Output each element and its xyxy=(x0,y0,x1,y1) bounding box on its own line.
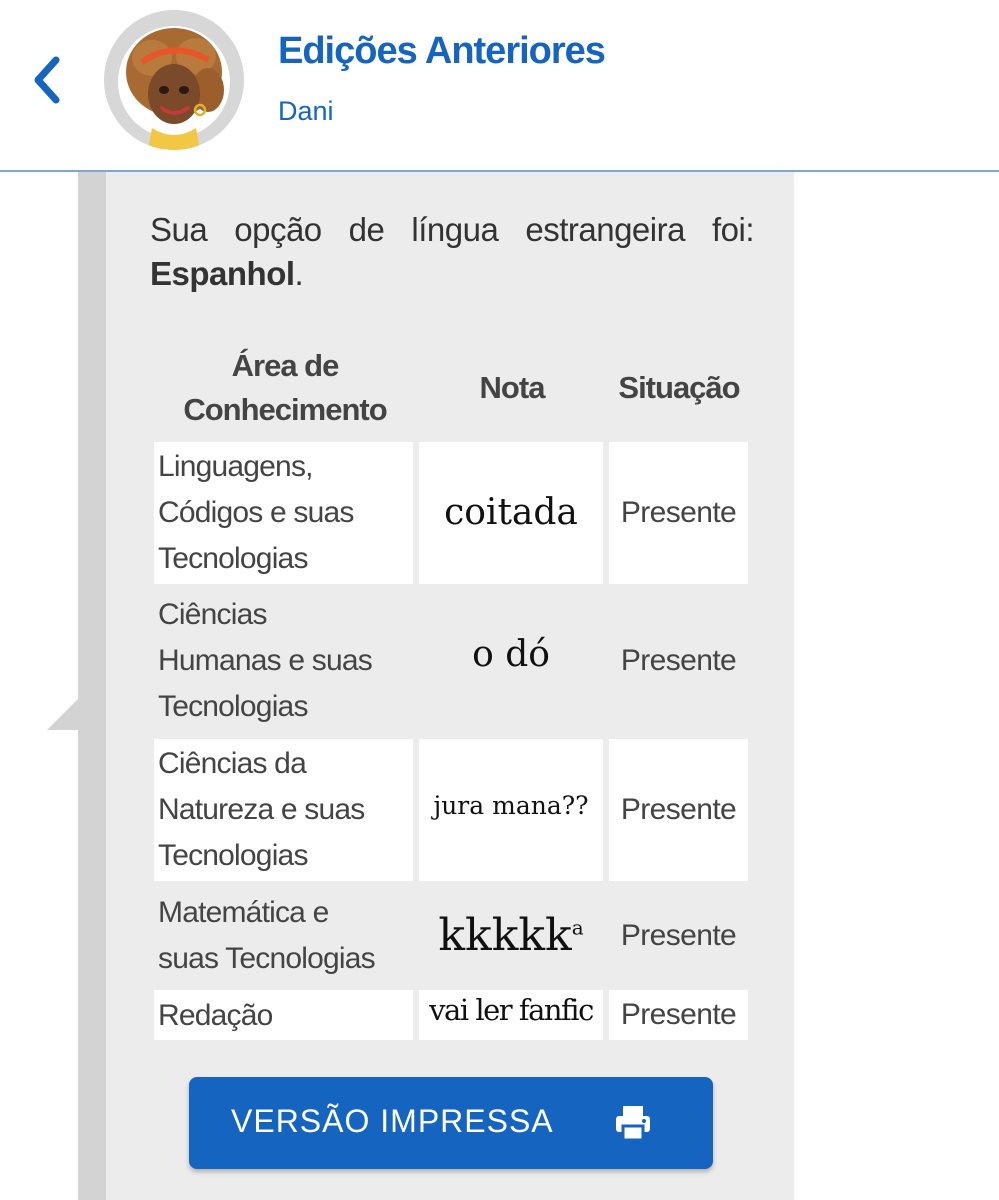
area-line: Redação xyxy=(158,999,273,1032)
area-line: Códigos e suas xyxy=(158,496,354,529)
nota-main: kkkkk xyxy=(438,910,572,961)
area-line: Ciências da xyxy=(158,747,306,780)
page-title: Edições Anteriores xyxy=(278,30,605,72)
situacao-value: Presente xyxy=(620,793,737,826)
table-row-1-nota xyxy=(419,442,603,584)
language-option-text: Sua opção de língua estrangeira foi: xyxy=(150,211,754,248)
area-line: Tecnologias xyxy=(158,690,308,723)
situacao-value: Presente xyxy=(620,496,737,529)
language-option-value xyxy=(150,252,303,296)
table-row-3-nota xyxy=(419,739,603,881)
nota-value: jura mana?? xyxy=(433,791,589,820)
area-line: Tecnologias xyxy=(158,542,308,575)
area-line: Humanas e suas xyxy=(158,644,372,677)
nota-superscript: a xyxy=(571,915,584,940)
situacao-value: Presente xyxy=(620,998,737,1031)
table-row-4-area xyxy=(154,888,413,984)
area-line: Matemática e xyxy=(158,896,329,929)
table-row-5-nota xyxy=(419,990,603,1040)
table-row-2-situacao xyxy=(609,590,748,732)
table-row-3-situacao xyxy=(609,739,748,881)
table-row-4-nota xyxy=(419,888,603,984)
printer-icon xyxy=(613,1103,653,1143)
area-line: Linguagens, xyxy=(158,450,313,483)
area-line: Natureza e suas xyxy=(158,793,365,826)
language-suffix: . xyxy=(294,255,304,292)
panel-shadow xyxy=(78,172,106,1200)
nota-value: o dó xyxy=(472,634,550,675)
app-header xyxy=(0,0,999,172)
chevron-left-icon xyxy=(28,52,68,108)
area-line: suas Tecnologias xyxy=(158,942,375,975)
nota-value xyxy=(419,910,603,961)
table-row-2-nota xyxy=(419,590,603,732)
print-button-label: VERSÃO IMPRESSA xyxy=(231,1103,554,1139)
back-button[interactable] xyxy=(28,52,68,108)
table-row-2-area xyxy=(154,590,413,732)
print-version-button[interactable] xyxy=(189,1077,713,1169)
avatar xyxy=(104,10,244,150)
situacao-value: Presente xyxy=(620,644,737,677)
speech-bubble-tail xyxy=(47,698,79,730)
table-row-5-area xyxy=(154,990,413,1040)
table-row-1-situacao xyxy=(609,442,748,584)
header-area xyxy=(154,344,416,432)
table-row-3-area xyxy=(154,739,413,881)
table-row-5-situacao xyxy=(609,990,748,1040)
nota-value: vai ler fanfic xyxy=(429,993,593,1027)
header-situacao: Situação xyxy=(618,370,740,405)
area-line: Ciências xyxy=(158,598,267,631)
situacao-value: Presente xyxy=(620,919,737,952)
nota-value: coitada xyxy=(444,492,578,533)
area-line: Tecnologias xyxy=(158,839,308,872)
header-area-line2: Conhecimento xyxy=(183,392,387,427)
user-name: Dani xyxy=(278,96,334,126)
language-name: Espanhol xyxy=(150,255,295,292)
table-row-4-situacao xyxy=(609,888,748,984)
header-nota: Nota xyxy=(479,370,545,405)
table-row-1-area xyxy=(154,442,413,584)
header-area-line1: Área de xyxy=(231,348,339,383)
cartoon-woman-avatar xyxy=(104,10,244,150)
